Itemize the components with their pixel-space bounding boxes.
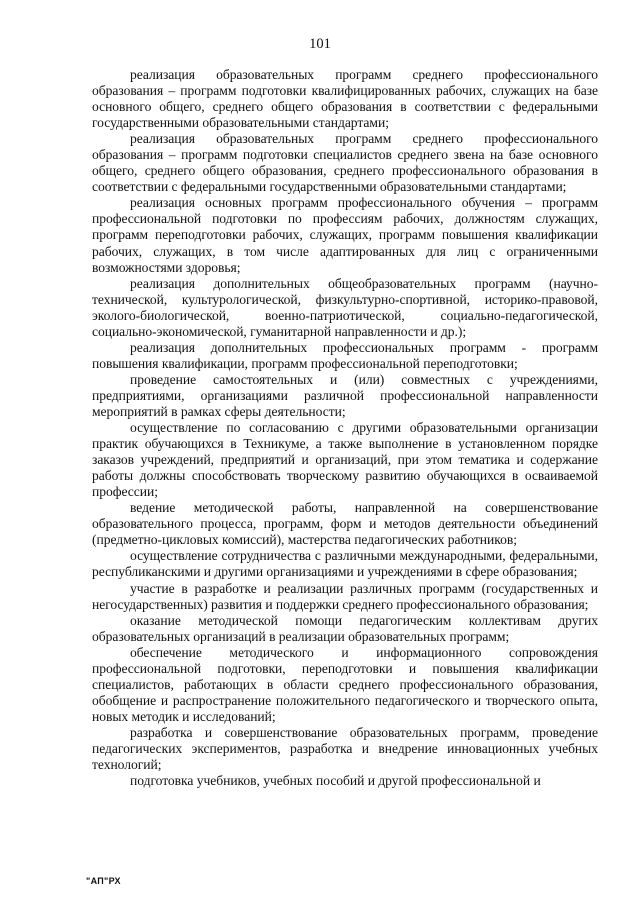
paragraph: реализация дополнительных общеобразовательных программ (научно-технической, культурологической, физкультурно-спортивной, историко-правовой, эколого-биологической, военно-патриотической, социально-педагогической, социально-экономической, гуманитарной направленности и др.); [92,275,598,339]
paragraph: обеспечение методического и информационного сопровождения профессиональной подготовки, переподготовки и повышения квалификации специалистов, работающих в области среднего профессионального образования, обобщение и распространение положительного педагогического и творческого опыта, новых методик и исследований; [92,644,598,724]
paragraph: реализация дополнительных профессиональных программ - программ повышения квалификации, программ профессиональной переподготовки; [92,339,598,371]
page-number: 101 [309,36,331,52]
paragraph: проведение самостоятельных и (или) совместных с учреждениями, предприятиями, организациями различной профессиональной направленности мероприятий в рамках сферы деятельности; [92,371,598,419]
paragraph: ведение методической работы, направленной на совершенствование образовательного процесса, программ, форм и методов деятельности объединений (предметно-цикловых комиссий), мастерства педагогических работников; [92,500,598,548]
paragraph: осуществление по согласованию с другими образовательными организации практик обучающихся в Техникуме, а также выполнение в установленном порядке заказов учреждений, предприятий и организаций, при этом тематика и содержание работы должны способствовать творческому развитию обучающихся в осваиваемой профессии; [92,420,598,500]
footer-mark: "АП"РХ [86,876,121,886]
paragraph: разработка и совершенствование образовательных программ, проведение педагогических экспериментов, разработка и внедрение инновационных учебных технологий; [92,724,598,773]
paragraph: реализация образовательных программ среднего профессионального образования – программ подготовки квалифицированных рабочих, служащих на базе основного общего, среднего общего образования в соответствии с федеральными государственными образовательными стандартами; [92,67,598,131]
paragraph: подготовка учебников, учебных пособий и другой профессиональной и [130,773,541,789]
paragraph: реализация основных программ профессионального обучения – программ профессиональной подготовки по профессиям рабочих, должностям служащих, программ переподготовки рабочих, служащих, программ повышения квалификации рабочих, служащих, в том числе адаптированных для лиц с ограниченными возможностями здоровья; [92,195,598,275]
paragraph: осуществление сотрудничества с различными международными, федеральными, республиканскими и другими организациями и учреждениями в сфере образования; [92,548,598,580]
paragraph: оказание методической помощи педагогическим коллективам других образовательных организаций в реализации образовательных программ; [92,612,598,644]
paragraph: участие в разработке и реализации различных программ (государственных и негосударственных) развития и поддержки среднего профессионального образования; [92,580,598,612]
document-body [92,67,598,789]
paragraph: реализация образовательных программ среднего профессионального образования – программ подготовки специалистов среднего звена на базе основного общего, среднего общего образования, среднего профессионального образования в соответствии с федеральными государственными образовательными стандартами; [92,131,598,195]
